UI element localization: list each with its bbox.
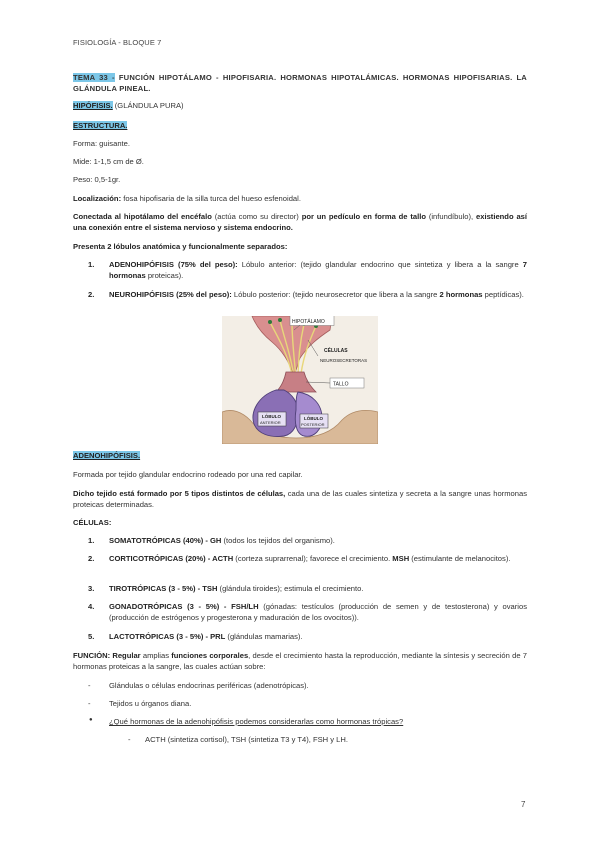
lobulo-title: NEUROHIPÓFISIS (25% del peso): (109, 290, 232, 299)
funcion-label: FUNCIÓN: (73, 651, 111, 660)
hipofisis-note: (GLÁNDULA PURA) (112, 101, 184, 110)
page-header: FISIOLOGÍA - BLOQUE 7 (73, 38, 162, 47)
celula-item (109, 584, 527, 595)
posterior-label-2: POSTERIOR (301, 422, 325, 427)
celula-number: 1. (88, 536, 95, 545)
answer-text: ACTH (sintetiza cortisol), TSH (sintetiza T3 y T4), FSH y LH. (145, 735, 348, 744)
celula-desc: (gónadas: testículos (producción de semen y de testosterona) y ovarios (producción de estrógenos y progesterona y maduración de los ovocitos)). (109, 602, 527, 622)
celula-number: 4. (88, 602, 95, 611)
conectada-bold-3: existiendo así una conexión entre el sistema nervioso y sistema endocrino. (73, 212, 527, 232)
celula-number: 5. (88, 632, 95, 641)
celula-title: LACTOTRÓPICAS (3 - 5%) - PRL (109, 632, 226, 641)
page-number: 7 (521, 800, 526, 809)
lobulo-desc-end: proteicas). (145, 270, 184, 280)
actuan-item: Tejidos u órganos diana. (109, 699, 192, 708)
list-bullet: - (88, 699, 91, 708)
lobulo-desc-end: peptídicas). (482, 290, 524, 299)
celula-number: 2. (88, 554, 95, 563)
funcion-bold-2: funciones corporales (171, 651, 249, 660)
question-text: ¿Qué hormonas de la adenohipófisis podemos considerarlas como hormonas trópicas? (109, 717, 404, 726)
celulas-label-2: NEUROSECRETORAS (320, 358, 368, 363)
celula-number: 3. (88, 584, 95, 593)
celula-title: GONADOTRÓPICAS (3 - 5%) - FSH/LH (109, 602, 259, 611)
celula-desc: (glándulas mamarias). (225, 632, 303, 641)
celula-desc: (glándula tiroides); estimula el crecimiento. (217, 584, 364, 593)
celula-item (109, 602, 527, 623)
celula-desc-end: (estimulante de melanocitos). (409, 554, 511, 563)
funcion-bold-1: Regular (110, 651, 141, 660)
celula-title: SOMATOTRÓPICAS (40%) - GH (109, 536, 222, 545)
adenohipofisis-heading: ADENOHIPÓFISIS. (73, 451, 141, 460)
dicho-text: cada una de las cuales sintetiza y secreta a la sangre unas hormonas proteicas determinadas. (73, 489, 527, 509)
hipofisis-heading-line (73, 101, 527, 112)
answer-bullet: - (128, 735, 131, 744)
celula-item (109, 632, 527, 643)
pituitary-diagram (222, 316, 378, 444)
lobulo-number: 2. (88, 290, 95, 299)
localizacion-paragraph (73, 194, 527, 205)
question-bullet: ● (89, 717, 93, 723)
localizacion-label: Localización: (73, 194, 122, 203)
presenta-text: Presenta 2 lóbulos anatómica y funcionalmente separados: (73, 242, 288, 251)
anterior-label-1: LÓBULO (262, 414, 281, 419)
lobulo-desc: Lóbulo anterior: (tejido glandular endocrino que sintetiza y libera a la sangre (237, 260, 523, 269)
celulas-label-1: CÉLULAS (324, 348, 348, 354)
topic-text: FUNCIÓN HIPOTÁLAMO - HIPOFISARIA. HORMONAS HIPOTALÁMICAS. HORMONAS HIPOFISARIAS. LA GLÁNDULA PINEAL. (73, 73, 527, 93)
celula-item (109, 536, 527, 547)
hipofisis-heading: HIPÓFISIS. (73, 101, 113, 110)
estructura-heading: ESTRUCTURA. (73, 121, 128, 130)
celula-title: CORTICOTRÓPICAS (20%) - ACTH (109, 554, 234, 563)
anterior-label-2: ANTERIOR (260, 420, 281, 425)
lobulo-hormones: 7 hormonas (109, 260, 527, 280)
lobulo-item (109, 260, 527, 281)
celula-desc: (corteza suprarrenal); favorece el crecimiento. (233, 554, 393, 563)
celula-title: TIROTRÓPICAS (3 - 5%) - TSH (109, 584, 218, 593)
celula-msh: MSH (392, 554, 410, 563)
celula-item (109, 554, 527, 565)
lobulo-item (109, 290, 527, 301)
topic-label: TEMA 33 - (73, 73, 115, 82)
lobulo-desc: Lóbulo posterior: (tejido neurosecretor que libera a la sangre (231, 290, 440, 299)
mide-text: Mide: 1-1,5 cm de Ø. (73, 157, 144, 166)
lobulo-hormones: 2 hormonas (439, 290, 483, 299)
funcion-paragraph (73, 651, 527, 672)
conectada-text-1: (actúa como su director) (211, 212, 302, 221)
hipotalamo-label: HIPOTÁLAMO (292, 319, 325, 325)
formada-text: Formada por tejido glandular endocrino rodeado por una red capilar. (73, 470, 303, 479)
dicho-paragraph (73, 489, 527, 510)
peso-text: Peso: 0,5-1gr. (73, 175, 121, 184)
tallo-label: TALLO (333, 381, 349, 388)
lobulo-number: 1. (88, 260, 95, 269)
dicho-bold: Dicho tejido está formado por 5 tipos distintos de células, (73, 489, 286, 498)
posterior-label-1: LÓBULO (304, 416, 323, 421)
conectada-bold-2: por un pedículo en forma de tallo (301, 212, 426, 221)
adenohipofisis-heading-line (73, 451, 527, 462)
celula-desc: (todos los tejidos del organismo). (221, 536, 335, 545)
localizacion-text: fosa hipofisaria de la silla turca del hueso esfenoidal. (121, 194, 301, 203)
celulas-heading: CÉLULAS: (73, 518, 112, 527)
forma-text: Forma: guisante. (73, 139, 130, 148)
funcion-text-1: amplias (140, 651, 172, 660)
actuan-item: Glándulas o células endocrinas periféricas (adenotrópicas). (109, 681, 309, 690)
estructura-heading-line (73, 121, 527, 132)
lobulo-title: ADENOHIPÓFISIS (75% del peso): (109, 260, 238, 269)
conectada-text-2: (infundíbulo), (425, 212, 477, 221)
conectada-paragraph (73, 212, 527, 233)
list-bullet: - (88, 681, 91, 690)
topic-title (73, 73, 527, 94)
funcion-text-2: , desde el crecimiento hasta la reproducción, mediante la síntesis y secreción de 7 hormonas proteicas a la sangre, las cuales actúan sobre: (73, 651, 527, 671)
conectada-bold-1: Conectada al hipotálamo del encéfalo (73, 212, 212, 221)
